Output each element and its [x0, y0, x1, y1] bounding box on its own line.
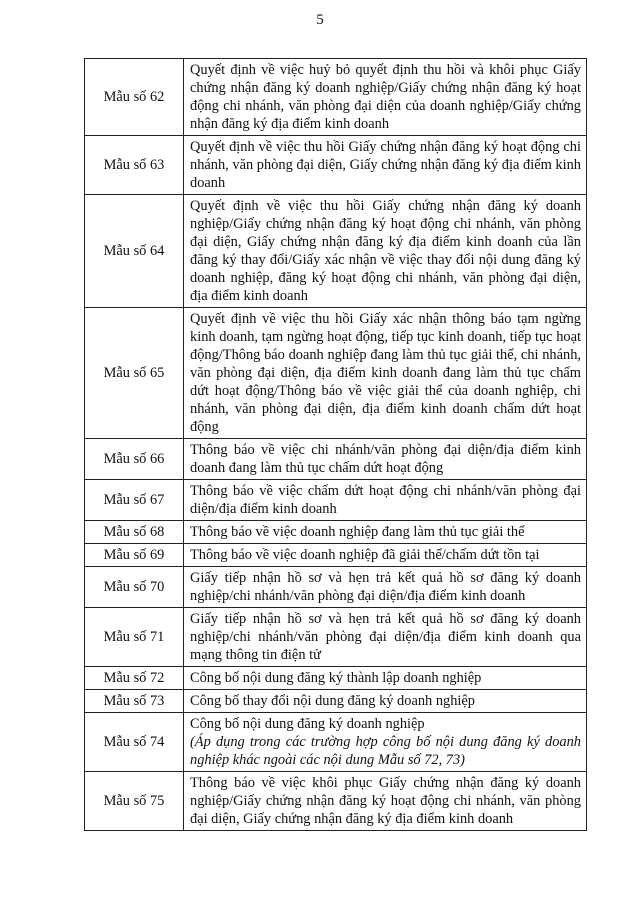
form-code: Mẫu số 74: [85, 713, 184, 772]
page-number: 5: [316, 12, 324, 28]
form-description: Thông báo về việc chi nhánh/văn phòng đại diện/địa điểm kinh doanh đang làm thủ tục chấm dứt hoạt động: [184, 439, 587, 480]
form-code: Mẫu số 62: [85, 59, 184, 136]
form-description: Thông báo về việc chấm dứt hoạt động chi nhánh/văn phòng đại diện/địa điểm kinh doanh: [184, 480, 587, 521]
form-description: Công bố nội dung đăng ký thành lập doanh nghiệp: [184, 667, 587, 690]
form-code: Mẫu số 65: [85, 308, 184, 439]
table-row: [85, 608, 587, 667]
table-row: [85, 439, 587, 480]
form-description: Công bố thay đổi nội dung đăng ký doanh nghiệp: [184, 690, 587, 713]
form-code: Mẫu số 68: [85, 521, 184, 544]
table-row: [85, 308, 587, 439]
form-code: Mẫu số 72: [85, 667, 184, 690]
form-code: Mẫu số 71: [85, 608, 184, 667]
form-description: Thông báo về việc doanh nghiệp đang làm thủ tục giải thể: [184, 521, 587, 544]
form-description: Quyết định về việc thu hồi Giấy chứng nhận đăng ký hoạt động chi nhánh, văn phòng đại diện, Giấy chứng nhận đăng ký địa điểm kinh doanh: [184, 136, 587, 195]
form-code: Mẫu số 63: [85, 136, 184, 195]
table-row: [85, 667, 587, 690]
form-description: Thông báo về việc khôi phục Giấy chứng nhận đăng ký doanh nghiệp/Giấy chứng nhận đăng ký hoạt động chi nhánh, văn phòng đại diện, Giấy chứng nhận đăng ký địa điểm kinh doanh: [184, 772, 587, 831]
form-code: Mẫu số 73: [85, 690, 184, 713]
table-row: [85, 521, 587, 544]
table-row: [85, 59, 587, 136]
table-row: [85, 544, 587, 567]
form-code: Mẫu số 66: [85, 439, 184, 480]
form-description: Quyết định về việc thu hồi Giấy chứng nhận đăng ký doanh nghiệp/Giấy chứng nhận đăng ký hoạt động chi nhánh, văn phòng đại diện, Giấy chứng nhận đăng ký địa điểm kinh doanh của lần đăng ký thay đổi/Giấy xác nhận về việc thay đổi nội dung đăng ký doanh nghiệp, đăng ký hoạt động chi nhánh, văn phòng đại diện, địa điểm kinh doanh: [184, 195, 587, 308]
form-code: Mẫu số 67: [85, 480, 184, 521]
form-description: [184, 713, 587, 772]
form-description-title: Công bố nội dung đăng ký doanh nghiệp: [190, 716, 425, 732]
table-row: [85, 690, 587, 713]
form-code: Mẫu số 69: [85, 544, 184, 567]
table-row: [85, 772, 587, 831]
table-row: [85, 136, 587, 195]
form-list-table: [84, 58, 587, 831]
form-description-note: (Áp dụng trong các trường hợp công bố nội dung đăng ký doanh nghiệp khác ngoài các nội dung Mẫu số 72, 73): [190, 734, 581, 768]
form-description: Quyết định về việc huỷ bỏ quyết định thu hồi và khôi phục Giấy chứng nhận đăng ký doanh nghiệp/Giấy chứng nhận đăng ký hoạt động chi nhánh, văn phòng đại diện của doanh nghiệp/Giấy chứng nhận đăng ký địa điểm kinh doanh: [184, 59, 587, 136]
table-row: [85, 195, 587, 308]
table-row: [85, 480, 587, 521]
form-code: Mẫu số 70: [85, 567, 184, 608]
form-description: Quyết định về việc thu hồi Giấy xác nhận thông báo tạm ngừng kinh doanh, tạm ngừng hoạt động, tiếp tục kinh doanh, tiếp tục hoạt động/Thông báo doanh nghiệp đang làm thủ tục giải thể, chi nhánh, văn phòng đại diện, địa điểm kinh doanh đang làm thủ tục chấm dứt hoạt động/Thông báo về việc giải thể của doanh nghiệp, chi nhánh, văn phòng đại diện, địa điểm kinh doanh chấm dứt hoạt động: [184, 308, 587, 439]
table-row: [85, 713, 587, 772]
form-description: Thông báo về việc doanh nghiệp đã giải thể/chấm dứt tồn tại: [184, 544, 587, 567]
form-code: Mẫu số 64: [85, 195, 184, 308]
form-code: Mẫu số 75: [85, 772, 184, 831]
form-description: Giấy tiếp nhận hồ sơ và hẹn trả kết quả hồ sơ đăng ký doanh nghiệp/chi nhánh/văn phòng đại diện/địa điểm kinh doanh qua mạng thông tin điện tử: [184, 608, 587, 667]
table-row: [85, 567, 587, 608]
form-description: Giấy tiếp nhận hồ sơ và hẹn trả kết quả hồ sơ đăng ký doanh nghiệp/chi nhánh/văn phòng đại diện/địa điểm kinh doanh: [184, 567, 587, 608]
